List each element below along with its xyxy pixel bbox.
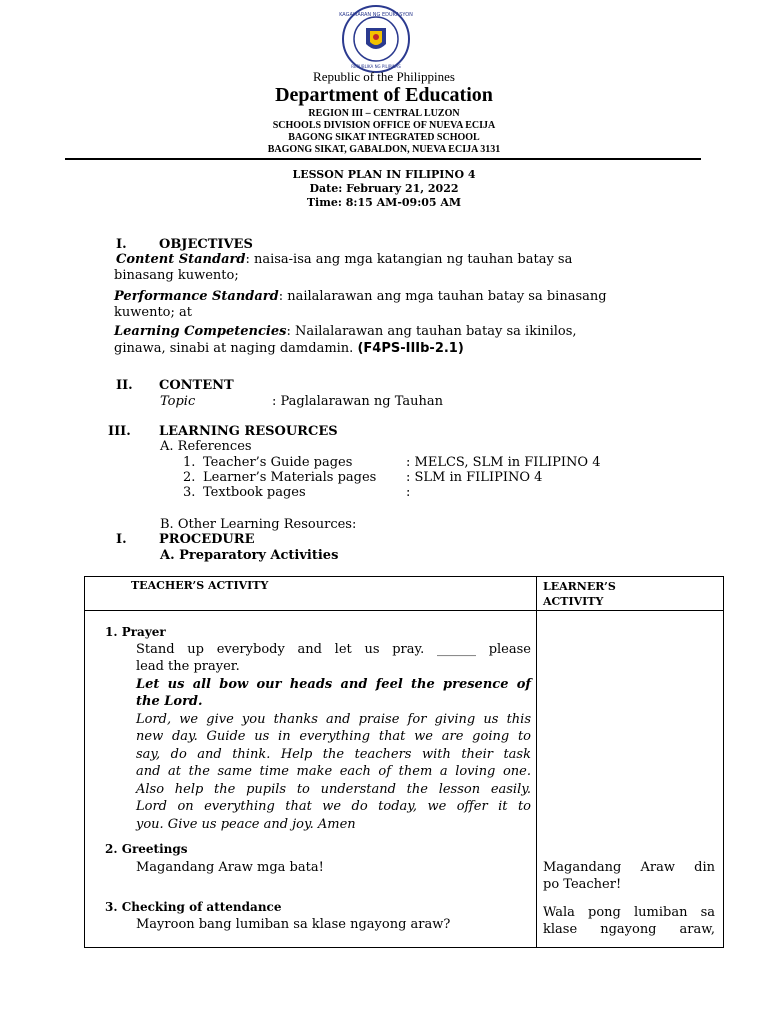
objectives-num: I. bbox=[116, 237, 127, 252]
prayer-line-2: lead the prayer. bbox=[136, 659, 240, 674]
region-line: REGION III – CENTRAL LUZON bbox=[308, 108, 460, 119]
seal-text-top: KAGAWARAN NG EDUKASYON bbox=[339, 12, 413, 18]
reference-item-2-num: 2. bbox=[183, 470, 196, 485]
prayer-line-1: Stand up everybody and let us pray. ______ please bbox=[136, 642, 531, 657]
prayer-text-2: new day. Guide us in everything that we are going to bbox=[136, 729, 531, 744]
seal-text-bottom: REPUBLIKA NG PILIPINAS bbox=[351, 64, 401, 69]
plan-date: Date: February 21, 2022 bbox=[309, 182, 459, 195]
reference-item-1-num: 1. bbox=[183, 455, 196, 470]
content-standard-label: Content Standard bbox=[116, 252, 246, 267]
performance-standard bbox=[114, 288, 607, 305]
learner-header-cell bbox=[537, 577, 724, 611]
content-heading: CONTENT bbox=[159, 378, 234, 393]
header-divider bbox=[65, 158, 701, 160]
greetings-text: Magandang Araw mga bata! bbox=[136, 860, 324, 875]
performance-standard-label: Performance Standard bbox=[114, 289, 279, 304]
learning-competencies bbox=[114, 323, 577, 340]
resources-num: III. bbox=[108, 424, 131, 439]
department-title: Department of Education bbox=[275, 84, 493, 106]
competency-code: (F4PS-IIIb-2.1) bbox=[357, 341, 464, 356]
topic-label: Topic bbox=[160, 394, 196, 409]
learning-competencies-text: : Nailalarawan ang tauhan batay sa ikinilos, bbox=[286, 324, 577, 339]
reference-item-3-value: : bbox=[406, 485, 411, 500]
school-line: BAGONG SIKAT INTEGRATED SCHOOL bbox=[288, 132, 480, 143]
prayer-text-5: Also help the pupils to understand the lesson easily. bbox=[136, 782, 531, 797]
prayer-bold-line-1: Let us all bow our heads and feel the presence of bbox=[136, 677, 531, 692]
teacher-header-cell bbox=[85, 577, 537, 611]
content-standard-text: : naisa-isa ang mga katangian ng tauhan batay sa bbox=[245, 252, 573, 267]
reference-item-2-value: : SLM in FILIPINO 4 bbox=[406, 470, 543, 485]
procedure-num: I. bbox=[116, 532, 127, 547]
preparatory-heading: A. Preparatory Activities bbox=[160, 548, 339, 563]
attendance-reply-2: klase ngayong araw, bbox=[543, 922, 715, 937]
other-resources-label: B. Other Learning Resources: bbox=[160, 517, 357, 532]
topic-value: : Paglalarawan ng Tauhan bbox=[272, 394, 444, 409]
reference-item-1-label: Teacher’s Guide pages bbox=[203, 455, 353, 470]
objectives-heading: OBJECTIVES bbox=[159, 237, 253, 252]
content-standard-cont: binasang kuwento; bbox=[114, 268, 239, 283]
address-line: BAGONG SIKAT, GABALDON, NUEVA ECIJA 3131 bbox=[267, 144, 501, 155]
references-label: A. References bbox=[160, 439, 252, 454]
prayer-text-3: say, do and think. Help the teachers with their task bbox=[136, 747, 531, 762]
procedure-heading: PROCEDURE bbox=[159, 532, 255, 547]
content-num: II. bbox=[116, 378, 133, 393]
greetings-reply-1: Magandang Araw din bbox=[543, 860, 715, 875]
reference-item-3-num: 3. bbox=[183, 485, 196, 500]
greetings-title: 2. Greetings bbox=[105, 842, 188, 856]
learning-competencies-cont bbox=[114, 340, 464, 357]
learner-header-line-2: ACTIVITY bbox=[543, 595, 604, 608]
teacher-activities-cell bbox=[85, 611, 537, 948]
teacher-activity-header: TEACHER’S ACTIVITY bbox=[131, 579, 269, 592]
reference-item-1-value: : MELCS, SLM in FILIPINO 4 bbox=[406, 455, 601, 470]
performance-standard-text: : nailalarawan ang mga tauhan batay sa binasang bbox=[278, 289, 607, 304]
content-standard bbox=[116, 251, 572, 268]
learning-competencies-text-2: ginawa, sinabi at naging damdamin. bbox=[114, 341, 354, 356]
activity-table bbox=[84, 576, 724, 948]
deped-seal bbox=[339, 4, 413, 74]
attendance-reply-1: Wala pong lumiban sa bbox=[543, 905, 715, 920]
division-line: SCHOOLS DIVISION OFFICE OF NUEVA ECIJA bbox=[272, 120, 496, 131]
learner-activity-header bbox=[543, 579, 723, 609]
plan-title: LESSON PLAN IN FILIPINO 4 bbox=[292, 168, 476, 181]
prayer-bold-line-2: the Lord. bbox=[136, 694, 203, 709]
prayer-title: 1. Prayer bbox=[105, 625, 166, 639]
reference-item-2-label: Learner’s Materials pages bbox=[203, 470, 377, 485]
republic-line: Republic of the Philippines bbox=[313, 69, 455, 84]
performance-standard-cont: kuwento; at bbox=[114, 305, 192, 320]
learner-activities-cell bbox=[537, 611, 724, 948]
resources-heading: LEARNING RESOURCES bbox=[159, 424, 338, 439]
reference-item-3-label: Textbook pages bbox=[203, 485, 306, 500]
learning-competencies-label: Learning Competencies bbox=[114, 324, 287, 339]
prayer-text-4: and at the same time make each of them a loving one. bbox=[136, 764, 531, 779]
prayer-text-1: Lord, we give you thanks and praise for giving us this bbox=[136, 712, 531, 727]
greetings-reply-2: po Teacher! bbox=[543, 877, 622, 892]
prayer-text-7: you. Give us peace and joy. Amen bbox=[136, 817, 356, 832]
learner-header-line-1: LEARNER’S bbox=[543, 580, 616, 593]
attendance-title: 3. Checking of attendance bbox=[105, 900, 282, 914]
attendance-text: Mayroon bang lumiban sa klase ngayong araw? bbox=[136, 917, 451, 932]
plan-time: Time: 8:15 AM-09:05 AM bbox=[306, 196, 462, 209]
prayer-text-6: Lord on everything that we do today, we offer it to bbox=[136, 799, 531, 814]
